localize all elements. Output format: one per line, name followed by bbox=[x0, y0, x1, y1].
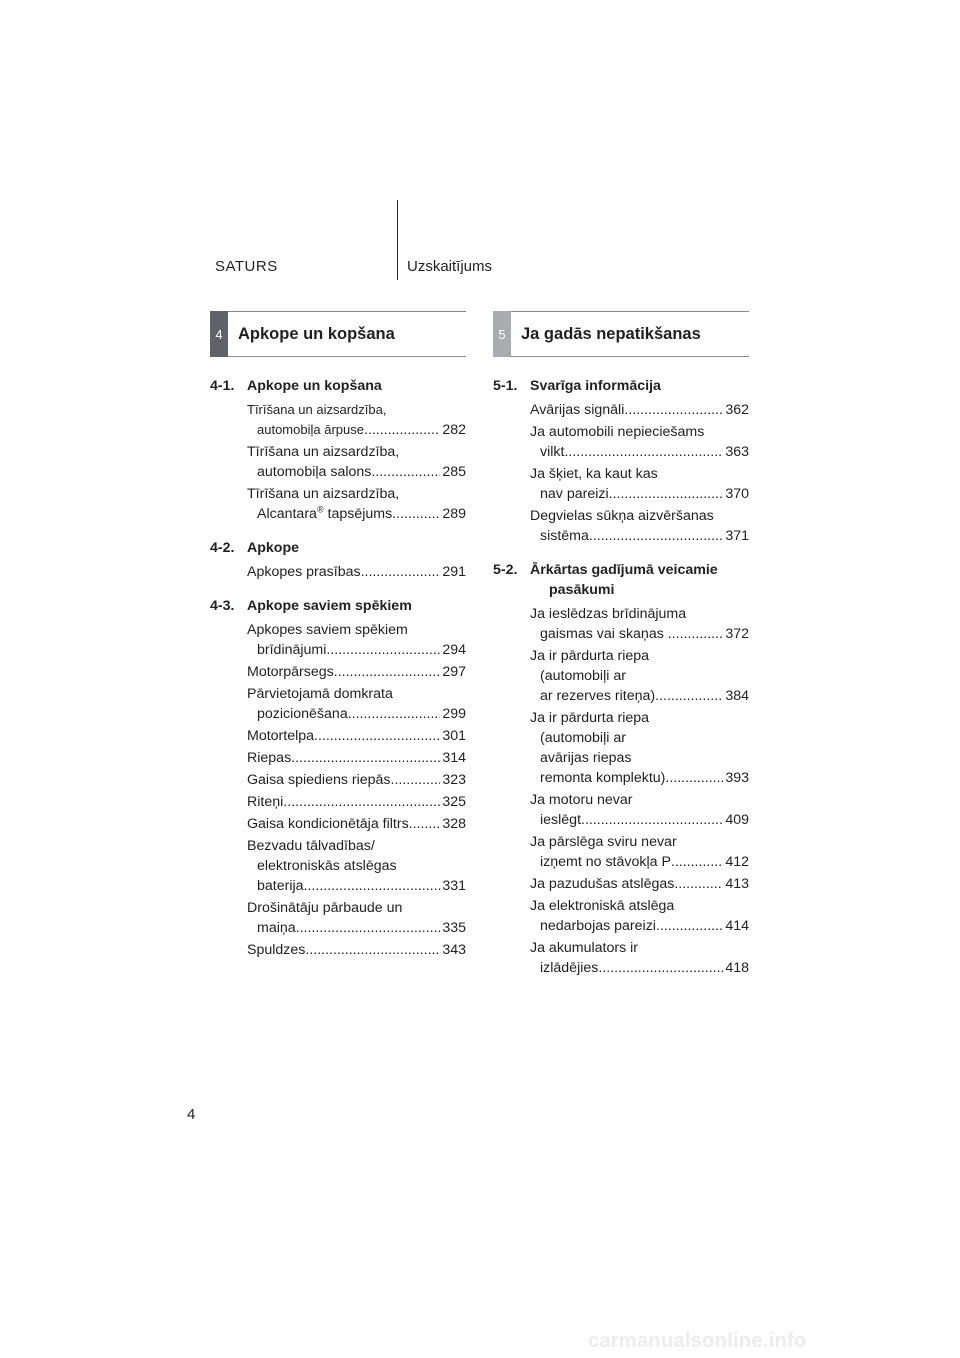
toc-subsection-heading[interactable] bbox=[210, 538, 466, 558]
toc-page-number: 301 bbox=[442, 728, 466, 744]
toc-page-number: 291 bbox=[442, 564, 466, 580]
dot-leader bbox=[624, 400, 723, 420]
toc-subsection-number: 5-2. bbox=[493, 562, 518, 578]
toc-entry-body bbox=[247, 792, 466, 812]
toc-page-number: 414 bbox=[725, 918, 749, 934]
toc-entry-line: elektroniskās atslēgas bbox=[257, 858, 397, 874]
toc-entry[interactable] bbox=[530, 938, 749, 978]
toc-entry[interactable] bbox=[530, 604, 749, 644]
toc-entry-line: pozicionēšana bbox=[257, 706, 348, 722]
toc-page-number: 289 bbox=[442, 506, 466, 522]
toc-page-number: 335 bbox=[442, 920, 466, 936]
toc-entry-text bbox=[530, 874, 674, 894]
toc-page-number: 393 bbox=[725, 770, 749, 786]
section-5-header[interactable] bbox=[493, 311, 749, 357]
toc-entry[interactable] bbox=[247, 770, 466, 790]
toc-page-number: 297 bbox=[442, 664, 466, 680]
toc-entry-text bbox=[257, 640, 326, 660]
toc-page-number: 372 bbox=[725, 626, 749, 642]
toc-entry-last-line bbox=[247, 918, 466, 938]
toc-entry[interactable] bbox=[530, 646, 749, 706]
dot-leader bbox=[598, 958, 723, 978]
section-4-contents bbox=[210, 376, 466, 974]
toc-subsection-title: Ārkārtas gadījumā veicamie bbox=[530, 562, 718, 578]
toc-page-number: 285 bbox=[442, 464, 466, 480]
dot-leader bbox=[283, 792, 440, 812]
toc-entry-last-line bbox=[247, 562, 466, 582]
dot-leader bbox=[581, 810, 723, 830]
dot-leader bbox=[671, 852, 723, 872]
toc-entry-last-line bbox=[247, 640, 466, 660]
toc-entry-body bbox=[530, 604, 749, 644]
toc-entry-body bbox=[530, 832, 749, 872]
toc-entry-line: Tīrīšana un aizsardzība, bbox=[247, 444, 400, 460]
toc-entry-text bbox=[540, 484, 609, 504]
toc-entry-body bbox=[247, 484, 466, 524]
watermark: carmanualsonline.info bbox=[588, 1330, 807, 1352]
toc-page-number: 371 bbox=[725, 528, 749, 544]
dot-leader bbox=[348, 704, 441, 724]
dot-leader bbox=[665, 768, 723, 788]
toc-entry-last-line bbox=[247, 462, 466, 482]
toc-entry-line: Gaisa spiediens riepās bbox=[247, 772, 391, 788]
toc-page-number: 328 bbox=[442, 816, 466, 832]
header-index-label[interactable]: Uzskaitījums bbox=[407, 258, 493, 275]
toc-entry-line: Bezvadu tālvadības/ bbox=[247, 838, 375, 854]
dot-leader bbox=[564, 442, 723, 462]
toc-entry-line: vilkt bbox=[540, 444, 565, 460]
toc-entry-last-line bbox=[530, 526, 749, 546]
toc-entry-line: Gaisa kondicionētāja filtrs bbox=[247, 816, 409, 832]
dot-leader bbox=[391, 770, 441, 790]
toc-entry-line: Ja automobili nepieciešams bbox=[530, 424, 705, 440]
dot-leader bbox=[656, 916, 723, 936]
toc-entry-body bbox=[530, 422, 749, 462]
toc-page-number: 409 bbox=[725, 812, 749, 828]
toc-entry-line: (automobiļi ar bbox=[540, 730, 626, 746]
dot-leader bbox=[674, 874, 723, 894]
toc-entry-line: Ja pazudušas atslēgas bbox=[530, 876, 675, 892]
toc-entry-body bbox=[530, 790, 749, 830]
toc-entry-body bbox=[530, 400, 749, 420]
toc-entry-line: gaismas vai skaņas ... bbox=[540, 626, 680, 642]
dot-leader bbox=[409, 814, 441, 834]
toc-entry-line: automobiļa salons bbox=[257, 464, 372, 480]
toc-entry-line: (automobiļi ar bbox=[540, 668, 626, 684]
toc-entry-body bbox=[247, 662, 466, 682]
toc-entry[interactable] bbox=[247, 442, 466, 482]
toc-entry-last-line bbox=[530, 400, 749, 420]
toc-entry-text bbox=[247, 770, 391, 790]
toc-entry-last-line bbox=[530, 852, 749, 872]
toc-entry-line: Motorpārsegs bbox=[247, 664, 334, 680]
toc-entry-text bbox=[247, 562, 361, 582]
toc-entry[interactable] bbox=[247, 940, 466, 960]
dot-leader bbox=[361, 562, 441, 582]
toc-entry-last-line bbox=[247, 420, 466, 440]
section-4-header[interactable] bbox=[210, 311, 466, 357]
toc-subsection-title-wrap bbox=[530, 560, 749, 600]
toc-entry-body bbox=[530, 896, 749, 936]
toc-entry[interactable] bbox=[530, 506, 749, 546]
toc-entry-body bbox=[247, 620, 466, 660]
toc-entry-last-line bbox=[530, 958, 749, 978]
toc-entry-last-line bbox=[247, 726, 466, 746]
dot-leader bbox=[296, 918, 441, 938]
toc-subsection-title-wrap bbox=[247, 596, 466, 616]
toc-page-number: 413 bbox=[725, 876, 749, 892]
toc-subsection-number: 4-2. bbox=[210, 540, 235, 556]
toc-entry[interactable] bbox=[247, 748, 466, 768]
toc-entry-text bbox=[540, 852, 671, 872]
toc-entry[interactable] bbox=[247, 898, 466, 938]
toc-entry-body bbox=[530, 464, 749, 504]
toc-entry[interactable] bbox=[247, 836, 466, 896]
toc-group bbox=[493, 376, 749, 546]
toc-entry-line: Ja motoru nevar bbox=[530, 792, 633, 808]
toc-entry-body bbox=[247, 748, 466, 768]
toc-entry-line: Ja akumulators ir bbox=[530, 940, 639, 956]
toc-entry-line: Degvielas sūkņa aizvēršanas bbox=[530, 508, 714, 524]
toc-entry-last-line bbox=[247, 662, 466, 682]
dot-leader bbox=[589, 526, 723, 546]
toc-entry-body bbox=[247, 940, 466, 960]
toc-entry-text bbox=[540, 810, 581, 830]
toc-page-number: 325 bbox=[442, 794, 466, 810]
toc-entry-line: nedarbojas pareizi bbox=[540, 918, 656, 934]
toc-entry-line: maiņa bbox=[257, 920, 296, 936]
toc-entry-body bbox=[247, 726, 466, 746]
toc-entry-line: Tīrīšana un aizsardzība, bbox=[247, 402, 387, 417]
toc-entry[interactable] bbox=[247, 684, 466, 724]
toc-page-number: 362 bbox=[725, 402, 749, 418]
toc-page-number: 343 bbox=[442, 942, 466, 958]
toc-entry-last-line bbox=[247, 940, 466, 960]
toc-entry-last-line bbox=[530, 442, 749, 462]
header-separator bbox=[397, 200, 398, 280]
toc-entry-line: nav pareizi bbox=[540, 486, 609, 502]
toc-entry-text bbox=[540, 768, 665, 788]
toc-entry-line: Avārijas signāli bbox=[530, 402, 625, 418]
toc-entry-text bbox=[257, 462, 371, 482]
toc-entry-text bbox=[540, 624, 680, 644]
toc-entry[interactable] bbox=[530, 896, 749, 936]
toc-entry-line: baterija bbox=[257, 878, 304, 894]
toc-entry-text bbox=[247, 662, 334, 682]
toc-entry-body bbox=[247, 836, 466, 896]
dot-leader bbox=[655, 686, 723, 706]
dot-leader bbox=[305, 940, 440, 960]
toc-subsection-number: 4-1. bbox=[210, 378, 235, 394]
toc-entry-text bbox=[257, 918, 296, 938]
toc-group bbox=[493, 560, 749, 978]
toc-page-number: 363 bbox=[725, 444, 749, 460]
section-5-contents bbox=[493, 376, 749, 992]
toc-entry-text bbox=[257, 876, 304, 896]
page-number: 4 bbox=[187, 1106, 196, 1123]
toc-entry-line: Motortelpa bbox=[247, 728, 315, 744]
section-4-title: Apkope un kopšana bbox=[238, 324, 395, 343]
toc-entry-line: sistēma bbox=[540, 528, 589, 544]
toc-entry-line: Riepas bbox=[247, 750, 292, 766]
toc-entry-last-line bbox=[530, 810, 749, 830]
section-4-rule-bottom bbox=[228, 356, 466, 357]
toc-entry-last-line bbox=[530, 484, 749, 504]
toc-subsection-heading[interactable] bbox=[493, 376, 749, 396]
toc-subsection-title-wrap bbox=[530, 376, 749, 396]
registered-mark: ® bbox=[316, 504, 324, 515]
toc-entry[interactable] bbox=[530, 790, 749, 830]
toc-entry-text bbox=[247, 940, 305, 960]
toc-page-number: 331 bbox=[442, 878, 466, 894]
toc-entry-text bbox=[540, 958, 598, 978]
toc-entry-line: ar rezerves riteņa) bbox=[540, 688, 656, 704]
dot-leader bbox=[304, 876, 441, 896]
toc-entry-body bbox=[247, 898, 466, 938]
toc-subsection-heading[interactable] bbox=[210, 596, 466, 616]
toc-subsection-heading[interactable] bbox=[493, 560, 749, 600]
toc-entry-last-line bbox=[247, 770, 466, 790]
toc-entry[interactable] bbox=[247, 662, 466, 682]
toc-page-number: 294 bbox=[442, 642, 466, 658]
toc-entry-last-line bbox=[530, 624, 749, 644]
dot-leader bbox=[334, 662, 441, 682]
toc-entry-line: avārijas riepas bbox=[540, 750, 632, 766]
toc-subsection-title-cont: pasākumi bbox=[549, 582, 615, 598]
toc-entry-text bbox=[540, 526, 589, 546]
toc-entry-line: Drošinātāju pārbaude un bbox=[247, 900, 403, 916]
toc-entry[interactable] bbox=[247, 726, 466, 746]
dot-leader bbox=[291, 748, 440, 768]
toc-entry[interactable] bbox=[247, 562, 466, 582]
toc-entry-text bbox=[247, 792, 283, 812]
toc-entry-text bbox=[540, 686, 655, 706]
toc-entry-last-line bbox=[530, 768, 749, 788]
toc-entry-last-line bbox=[247, 814, 466, 834]
toc-entry-text bbox=[540, 916, 656, 936]
toc-entry-last-line bbox=[247, 876, 466, 896]
toc-entry[interactable] bbox=[530, 464, 749, 504]
toc-entry-body bbox=[247, 442, 466, 482]
toc-entry-text bbox=[247, 726, 314, 746]
toc-entry-body bbox=[247, 684, 466, 724]
toc-entry[interactable] bbox=[530, 400, 749, 420]
toc-entry-line: Apkopes saviem spēkiem bbox=[247, 622, 408, 638]
toc-entry-body bbox=[530, 938, 749, 978]
toc-entry-line: Pārvietojamā domkrata bbox=[247, 686, 393, 702]
toc-page-number: 412 bbox=[725, 854, 749, 870]
toc-entry[interactable] bbox=[530, 874, 749, 894]
toc-entry-suffix: tapsējums bbox=[323, 506, 393, 522]
toc-entry[interactable] bbox=[530, 708, 749, 788]
toc-entry-last-line bbox=[530, 686, 749, 706]
toc-entry-line: Riteņi bbox=[247, 794, 284, 810]
toc-page-number: 384 bbox=[725, 688, 749, 704]
toc-entry-line: Ja ir pārdurta riepa bbox=[530, 710, 650, 726]
toc-entry-line: automobiļa ārpuse bbox=[257, 422, 364, 437]
toc-entry-last-line bbox=[530, 916, 749, 936]
dot-leader bbox=[314, 726, 440, 746]
toc-subsection-number: 4-3. bbox=[210, 598, 235, 614]
toc-entry[interactable] bbox=[247, 400, 466, 440]
toc-entry-last-line bbox=[247, 792, 466, 812]
toc-entry-line: izņemt no stāvokļa P bbox=[540, 854, 671, 870]
toc-entry[interactable] bbox=[247, 814, 466, 834]
toc-subsection-title: Apkope un kopšana bbox=[247, 378, 382, 394]
dot-leader bbox=[364, 420, 440, 440]
toc-entry-last-line bbox=[247, 704, 466, 724]
section-5-number: 5 bbox=[493, 311, 511, 357]
toc-subsection-heading[interactable] bbox=[210, 376, 466, 396]
toc-entry-body bbox=[247, 814, 466, 834]
dot-leader bbox=[392, 504, 440, 524]
toc-entry-line: Tīrīšana un aizsardzība, bbox=[247, 486, 400, 502]
toc-page-number: 418 bbox=[725, 960, 749, 976]
toc-entry-line: izlādējies bbox=[540, 960, 599, 976]
dot-leader bbox=[609, 484, 724, 504]
toc-page-number: 323 bbox=[442, 772, 466, 788]
toc-entry-text bbox=[247, 814, 409, 834]
toc-entry-line: brīdinājumi bbox=[257, 642, 327, 658]
toc-page-number: 314 bbox=[442, 750, 466, 766]
toc-entry[interactable] bbox=[247, 484, 466, 524]
toc-entry-last-line bbox=[247, 748, 466, 768]
toc-subsection-title: Apkope bbox=[247, 540, 300, 556]
toc-entry-body bbox=[530, 646, 749, 706]
toc-entry-body bbox=[247, 562, 466, 582]
toc-entry-body bbox=[530, 506, 749, 546]
toc-subsection-title: Svarīga informācija bbox=[530, 378, 661, 394]
toc-page-number: 370 bbox=[725, 486, 749, 502]
toc-entry-body bbox=[247, 770, 466, 790]
toc-entry-line: Ja pārslēga sviru nevar bbox=[530, 834, 677, 850]
toc-entry-last-line bbox=[247, 504, 466, 524]
toc-subsection-title: Apkope saviem spēkiem bbox=[247, 598, 412, 614]
toc-entry-line: Ja ieslēdzas brīdinājuma bbox=[530, 606, 687, 622]
toc-entry-text bbox=[247, 748, 291, 768]
toc-entry-text bbox=[530, 400, 624, 420]
dot-leader bbox=[326, 640, 440, 660]
toc-subsection-number: 5-1. bbox=[493, 378, 518, 394]
toc-entry-line: remonta komplektu) bbox=[540, 770, 666, 786]
dot-leader bbox=[371, 462, 440, 482]
section-4-number: 4 bbox=[210, 311, 228, 357]
toc-group bbox=[210, 538, 466, 582]
toc-entry-body bbox=[247, 400, 466, 440]
toc-entry-line: Ja ir pārdurta riepa bbox=[530, 648, 650, 664]
toc-entry-line: Spuldzes bbox=[247, 942, 306, 958]
toc-entry-line: Apkopes prasības bbox=[247, 564, 361, 580]
toc-entry-body bbox=[530, 874, 749, 894]
toc-page-number: 299 bbox=[442, 706, 466, 722]
toc-entry-last-line bbox=[530, 874, 749, 894]
toc-entry-body bbox=[530, 708, 749, 788]
toc-entry-text bbox=[257, 420, 364, 440]
toc-subsection-title-wrap bbox=[247, 376, 466, 396]
toc-entry-line: ieslēgt bbox=[540, 812, 582, 828]
toc-entry-text bbox=[257, 704, 348, 724]
section-5-rule-bottom bbox=[511, 356, 749, 357]
dot-leader bbox=[680, 624, 724, 644]
toc-entry-line: Ja elektroniskā atslēga bbox=[530, 898, 675, 914]
toc-subsection-title-wrap bbox=[247, 538, 466, 558]
section-5-title: Ja gadās nepatikšanas bbox=[521, 324, 701, 343]
header-contents-label: SATURS bbox=[215, 258, 278, 275]
toc-entry[interactable] bbox=[530, 832, 749, 872]
toc-group bbox=[210, 596, 466, 960]
toc-entry[interactable] bbox=[247, 620, 466, 660]
toc-entry[interactable] bbox=[247, 792, 466, 812]
toc-entry-text bbox=[257, 504, 392, 524]
toc-page-number: 282 bbox=[442, 422, 466, 438]
toc-entry-text bbox=[540, 442, 564, 462]
toc-entry-line: Alcantara bbox=[257, 506, 317, 522]
toc-group bbox=[210, 376, 466, 524]
toc-entry-line: Ja šķiet, ka kaut kas bbox=[530, 466, 658, 482]
toc-entry[interactable] bbox=[530, 422, 749, 462]
